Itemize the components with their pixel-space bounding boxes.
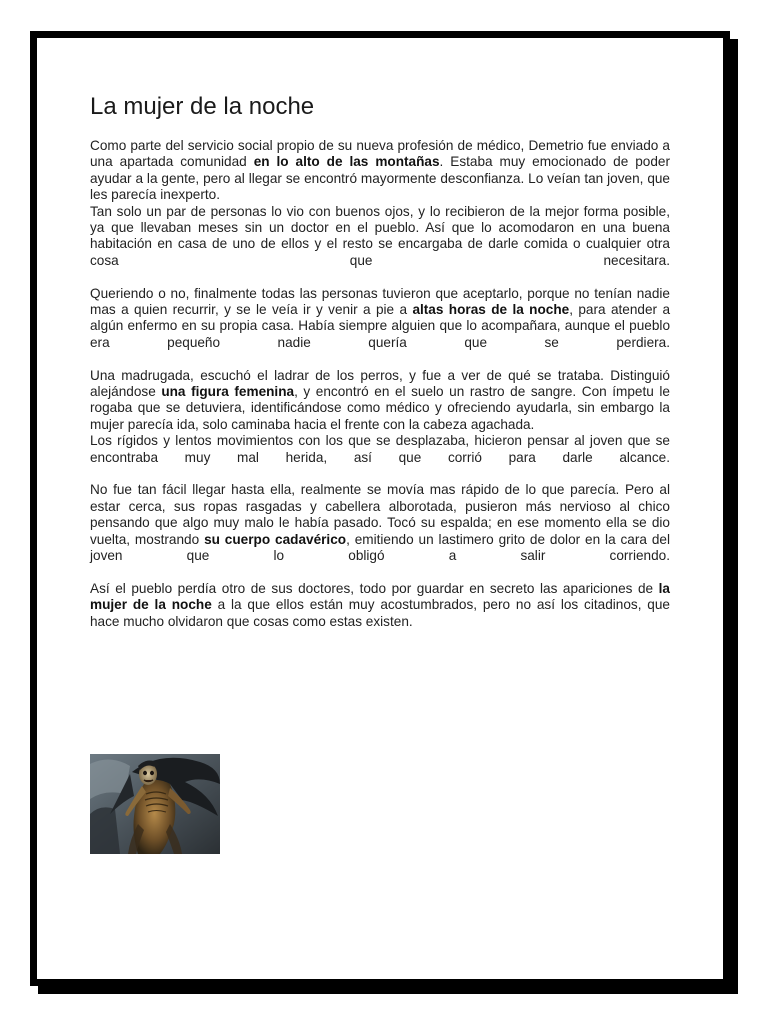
paragraph-gap: [90, 466, 670, 482]
document-title: La mujer de la noche: [90, 93, 315, 120]
bold-phrase: en lo alto de las montañas: [253, 154, 440, 170]
paragraph-gap: [90, 565, 670, 581]
text-run: Los rígidos y lentos movimientos con los que se desplazaba, hicieron pensar al joven que se encontraba muy mal herida, así que corrió para darle alcance.: [90, 433, 670, 465]
paragraph-1: [90, 138, 670, 204]
woman-of-the-night-illustration: [90, 754, 220, 854]
paragraph-7: [90, 581, 670, 630]
text-run: Queriendo o no, finalmente todas las personas tuvieron que aceptarlo, porque no tenían nadie mas a quien recurrir, y se le veía ir y venir a pie a: [90, 285, 670, 318]
paragraph-2: [90, 204, 670, 270]
paragraph-3: [90, 286, 670, 352]
paragraph-gap: [90, 351, 670, 367]
text-run: Tan solo un par de personas lo vio con buenos ojos, y lo recibieron de la mejor forma posible, ya que llevaban meses sin un doctor en el pueblo. Así que lo acomodaron en una buena habitación en casa de uno de ellos y el resto se encargaba de darle comida o cualquier otra cosa que necesitara.: [90, 203, 670, 268]
text-run: Como parte del servicio social propio de su nueva profesión de médico, Demetrio fue enviado a una apartada comunidad: [90, 138, 670, 170]
paragraph-5: [90, 433, 670, 466]
document-content: [90, 92, 670, 630]
text-run: Una madrugada, escuchó el ladrar de los perros, y fue a ver de qué se trataba. Distinguió alejándose: [90, 367, 670, 400]
paragraph-gap: [90, 269, 670, 285]
paragraph-6: [90, 482, 670, 564]
bold-phrase: la mujer de la noche: [90, 580, 670, 613]
text-run: Así el pueblo perdía otro de sus doctores, todo por guardar en secreto las apariciones de: [90, 580, 659, 596]
text-run: , emitiendo un lastimero grito de dolor en la cara del joven que lo obligó a salir corriendo.: [90, 531, 670, 564]
text-run: , y encontró en el suelo un rastro de sangre. Con ímpetu le rogaba que se detuviera, identificándose como médico y ofreciendo ayudarla, sin embargo la mujer parecía ida, solo caminaba hacia el frente con la cabeza agachada.: [90, 384, 670, 432]
text-run: . Estaba muy emocionado de poder ayudar a la gente, pero al llegar se encontró mayormente desconfianza. Lo veían tan joven, que les parecía inexperto.: [90, 154, 670, 203]
document-page: [30, 31, 730, 986]
bold-phrase: una figura femenina: [161, 384, 295, 400]
text-run: a la que ellos están muy acostumbrados, pero no así los citadinos, que hace mucho olvidaron que cosas como estas existen.: [90, 597, 670, 629]
bold-phrase: su cuerpo cadavérico: [204, 531, 347, 547]
paragraph-4: [90, 368, 670, 434]
bold-phrase: altas horas de la noche: [412, 302, 570, 318]
text-run: No fue tan fácil llegar hasta ella, realmente se movía mas rápido de lo que parecía. Pero al estar cerca, sus ropas rasgadas y cabellera alborotada, pusieron más nervioso al chico pensando que algo muy malo le había pasado. Tocó su espalda; en ese momento ella se dio vuelta, mostrando: [90, 482, 670, 547]
text-run: , para atender a algún enfermo en su propia casa. Había siempre alguien que lo acompañara, aunque el pueblo era pequeño nadie quería que se perdiera.: [90, 302, 670, 350]
